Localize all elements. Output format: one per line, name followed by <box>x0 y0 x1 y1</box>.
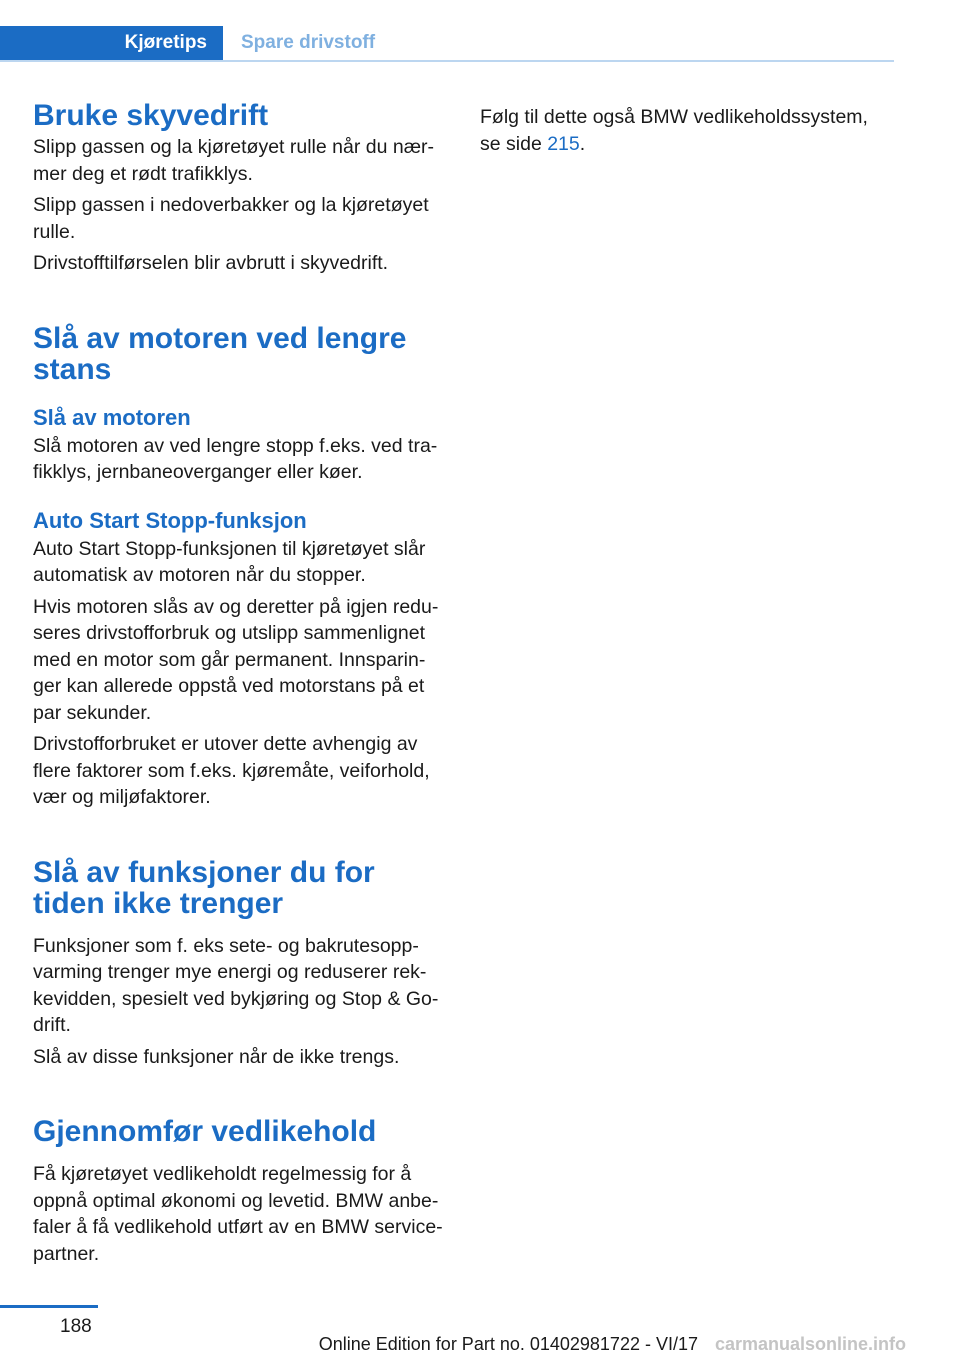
footer-rule <box>0 1305 98 1308</box>
header-rule <box>0 60 894 62</box>
paragraph: Funksjoner som f. eks sete- og bakrutesopp‐ varming trenger mye energi og reduserer rek‐ kevidden, spesielt ved bykjøring og Stop & Go- drift. <box>33 934 439 1036</box>
text: Følg til dette også BMW vedlikeholdssystem, se side <box>480 106 868 155</box>
text: . <box>579 132 586 155</box>
header-tabbar <box>0 26 894 62</box>
tab-spare-drivstoff[interactable]: Spare drivstoff <box>241 32 376 53</box>
paragraph: Få kjøretøyet vedlikeholdt regelmessig for å oppnå optimal økonomi og levetid. BMW anbe‐ faler å få vedlikehold utført av en BMW service‐ partner. <box>33 1163 443 1265</box>
subheading-slaa-av-motoren: Slå av motoren <box>33 404 191 430</box>
paragraph: Auto Start Stopp-funksjonen til kjøretøyet slår automatisk av motoren når du stopper. <box>33 537 426 586</box>
paragraph: Drivstofftilførselen blir avbrutt i skyvedrift. <box>33 252 389 274</box>
paragraph: Slipp gassen i nedoverbakker og la kjøretøyet rulle. <box>33 194 429 243</box>
heading-gjennomfor-vedlikehold: Gjennomfør vedlikehold <box>33 1115 377 1148</box>
left-column <box>33 100 448 1267</box>
paragraph: Slå av disse funksjoner når de ikke trengs. <box>33 1045 400 1068</box>
paragraph: Drivstofforbruket er utover dette avhengig av flere faktorer som f.eks. kjøremåte, veiforhold, vær og miljøfaktorer. <box>33 733 430 808</box>
paragraph-maintenance-reference <box>480 104 890 157</box>
page-number: 188 <box>60 1316 92 1337</box>
edition-text: Online Edition for Part no. 01402981722 - VI/17 <box>318 1334 698 1354</box>
heading-bruke-skyvedrift: Bruke skyvedrift <box>33 99 269 132</box>
paragraph: Slå motoren av ved lengre stopp f.eks. ved tra‐ fikklys, jernbaneoverganger eller køer. <box>33 434 438 483</box>
right-column <box>480 104 890 157</box>
page-link-215[interactable]: 215 <box>547 132 580 155</box>
heading-slaa-av-funksjoner: Slå av funksjoner du for tiden ikke trenger <box>33 855 375 920</box>
paragraph: Slipp gassen og la kjøretøyet rulle når du nær‐ mer deg et rødt trafikklys. <box>33 136 435 185</box>
subheading-auto-start-stopp: Auto Start Stopp-funksjon <box>33 507 307 533</box>
tab-kjoretips[interactable]: Kjøretips <box>0 26 223 60</box>
watermark: carmanualsonline.info <box>714 1334 906 1354</box>
paragraph: Hvis motoren slås av og deretter på igjen redu‐ seres drivstofforbruk og utslipp sammenlignet med en motor som går permanent. Innsparin‐ ger kan allerede oppstå ved motorstans på et par sekunder. <box>33 595 439 724</box>
heading-slaa-av-motoren-ved-lengre-stans: Slå av motoren ved lengre stans <box>33 321 407 386</box>
